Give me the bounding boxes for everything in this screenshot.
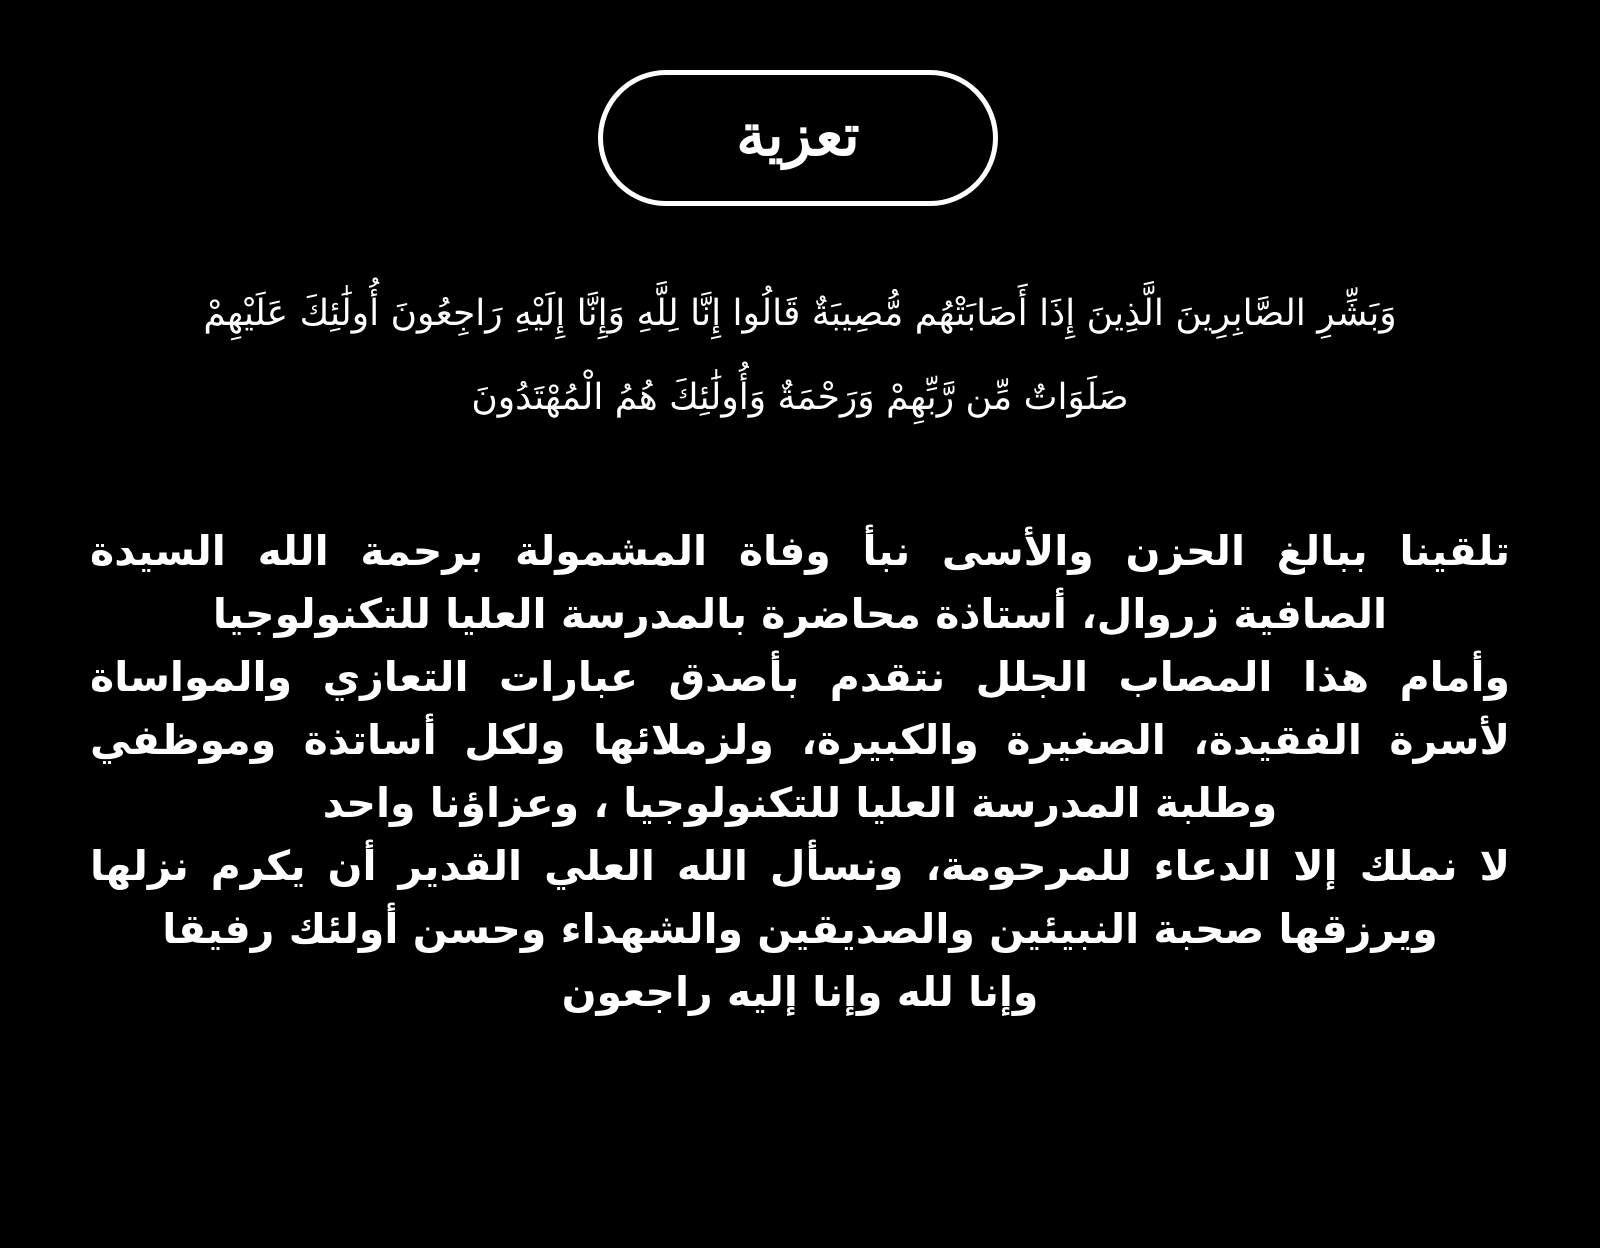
message-line: ويرزقها صحبة النبيئين والصديقين والشهداء وحسن أولئك رفيقا (162, 905, 1438, 953)
verse-line: وَبَشِّرِ الصَّابِرِينَ الَّذِينَ إِذَا أَصَابَتْهُم مُّصِيبَةٌ قَالُوا إِنَّا لِلَّهِ وَإِنَّا إِلَيْهِ رَاجِعُونَ أُولَٰئِكَ عَلَيْهِمْ (203, 293, 1397, 334)
quran-verse (100, 272, 1500, 440)
message-line: وإنا لله وإنا إليه راجعون (561, 968, 1039, 1016)
message-line: وأمام هذا المصاب الجلل نتقدم بأصدق عبارات التعازي والمواساة (90, 653, 1510, 701)
verse-line: صَلَوَاتٌ مِّن رَّبِّهِمْ وَرَحْمَةٌ وَأُولَٰئِكَ هُمُ الْمُهْتَدُونَ (471, 377, 1129, 418)
page-title: تعزية (736, 101, 860, 169)
message-line: الصافية زروال، أستاذة محاضرة بالمدرسة العليا للتكنولوجيا (212, 590, 1388, 638)
message-line: لأسرة الفقيدة، الصغيرة والكبيرة، ولزملائها ولكل أساتذة وموظفي (90, 716, 1510, 764)
title-frame (598, 70, 998, 206)
message-line: وطلبة المدرسة العليا للتكنولوجيا ، وعزاؤنا واحد (322, 779, 1278, 827)
message-line: لا نملك إلا الدعاء للمرحومة، ونسأل الله العلي القدير أن يكرم نزلها (90, 842, 1510, 890)
message-line: تلقينا ببالغ الحزن والأسى نبأ وفاة المشمولة برحمة الله السيدة (90, 527, 1510, 575)
condolence-message (90, 520, 1510, 1024)
